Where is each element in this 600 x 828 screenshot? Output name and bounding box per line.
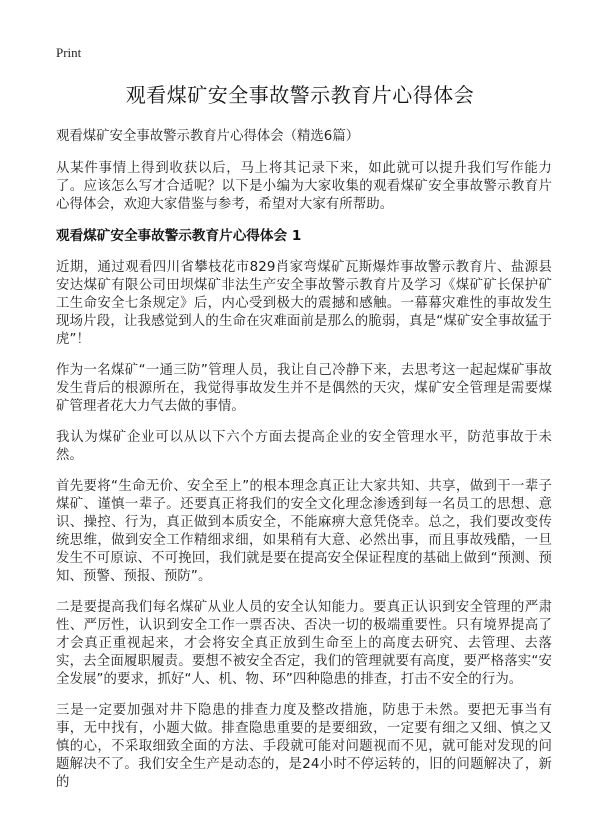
body-paragraph: 我认为煤矿企业可以从以下六个方面去提高企业的安全管理水平，防范事故于未然。 [56,430,552,463]
body-paragraph: 作为一名煤矿“一通三防”管理人员，我让自己冷静下来，去思考这一起起煤矿事故发生背后的根源所在，我觉得事故发生并不是偶然的天灾，煤矿安全管理是需要煤矿管理者花大力气去做的事情。 [56,363,552,414]
page-title: 观看煤矿安全事故警示教育片心得体会 [125,83,475,107]
document-body [56,128,552,805]
section-heading: 观看煤矿安全事故警示教育片心得体会 1 [56,228,302,244]
intro-paragraph: 从某件事情上得到收获以后，马上将其记录下来，如此就可以提升我们写作能力了。应该怎么写才合适呢？以下是小编为大家收集的观看煤矿安全事故警示教育片心得体会，欢迎大家借鉴与参考，希望对大家有所帮助。 [56,161,552,212]
body-paragraph: 近期，通过观看四川省攀枝花市829肖家弯煤矿瓦斯爆炸事故警示教育片、盐源县安达煤矿有限公司田坝煤矿非法生产安全事故警示教育片及学习《煤矿矿长保护矿工生命安全七条规定》后，内心受到极大的震撼和感触。一幕幕灾难性的事故发生现场片段，让我感觉到人的生命在灾难面前是那么的脆弱，真是“煤矿安全事故猛于虎”！ [56,260,552,347]
print-link[interactable]: Print [56,45,82,60]
body-paragraph: 首先要将“生命无价、安全至上”的根本理念真正让大家共知、共享，做到干一辈子煤矿、谨慎一辈子。还要真正将我们的安全文化理念渗透到每一名员工的思想、意识、操控、行为，真正做到本质安全，不能麻痹大意凭侥幸。总之，我们要改变传统思维，做到安全工作精细求细，如果稍有大意、必然出事，而且事故残酷，一旦发生不可原谅、不可挽回，我们就是要在提高安全保证程度的基础上做到“预测、预知、预警、预报、预防”。 [56,479,552,584]
body-paragraph: 二是要提高我们每名煤矿从业人员的安全认知能力。要真正认识到安全管理的严肃性、严厉性，认识到安全工作一票否决、否决一切的极端重要性。只有境界提高了才会真正重视起来，才会将安全真正放到生命至上的高度去研究、去管理、去落实，去全面履职履责。要想不被安全否定，我们的管理就要有高度，要严格落实“安全发展”的要求，抓好“人、机、物、环”四种隐患的排查，打击不安全的行为。 [56,600,552,687]
document-subtitle: 观看煤矿安全事故警示教育片心得体会（精选6篇） [56,129,360,144]
body-paragraph: 三是一定要加强对井下隐患的排查力度及整改措施，防患于未然。要把无事当有事，无中找有，小题大做。排查隐患重要的是要细致，一定要有细之又细、慎之又慎的心，不采取细致全面的方法、手段就可能对问题视而不见，就可能对发现的问题解决不了。我们安全生产是动态的，是24小时不停运转的，旧的问题解决了，新的 [56,703,552,790]
